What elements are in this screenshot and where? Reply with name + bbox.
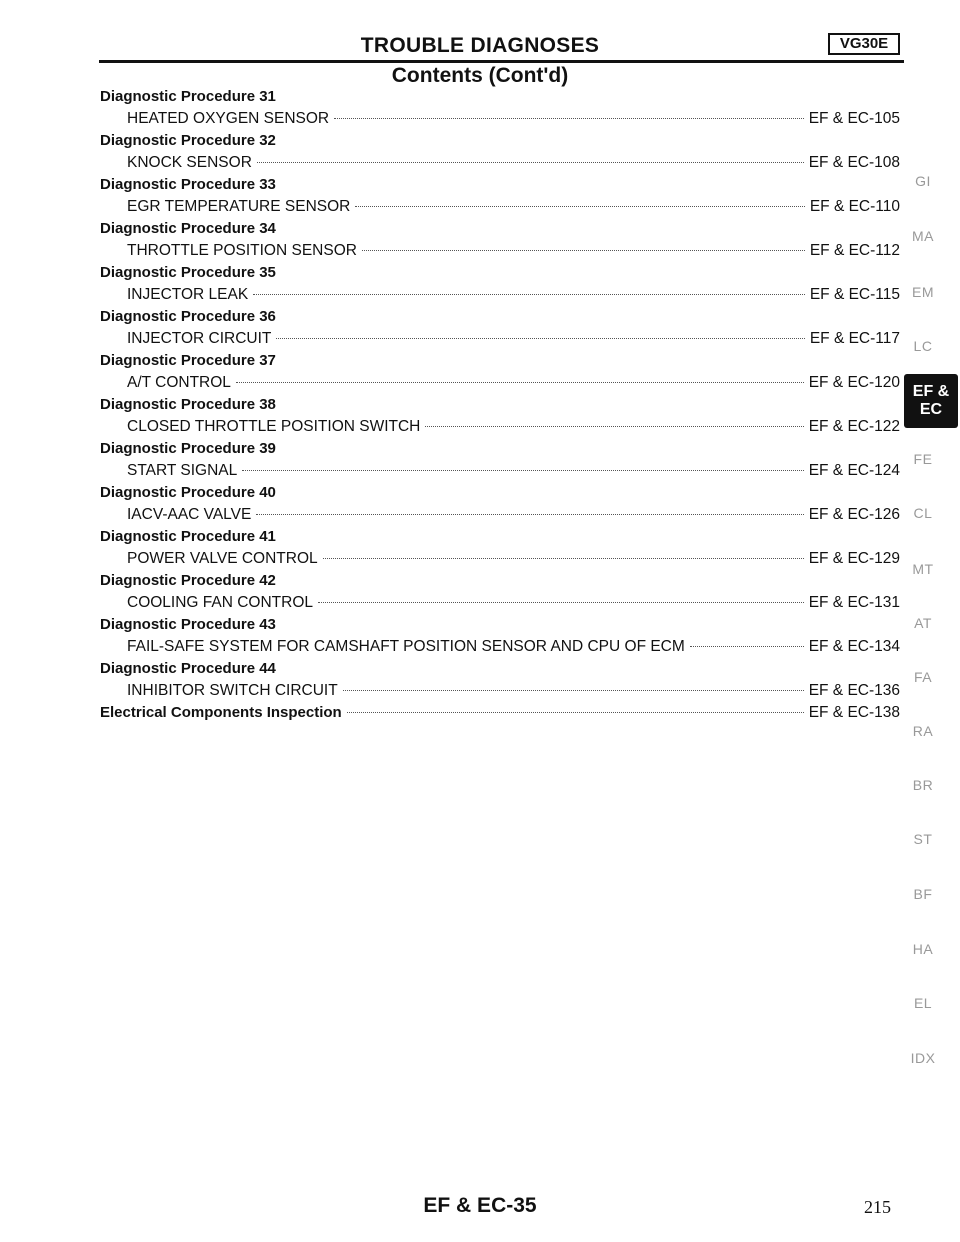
dot-leader bbox=[355, 206, 804, 207]
toc-row[interactable] bbox=[100, 372, 900, 394]
page-reference: EF & EC-110 bbox=[809, 198, 900, 215]
procedure-label: Diagnostic Procedure 43 bbox=[100, 616, 276, 633]
dot-leader bbox=[242, 470, 803, 471]
header-title: TROUBLE DIAGNOSES bbox=[360, 34, 600, 57]
procedure-label: Diagnostic Procedure 32 bbox=[100, 132, 276, 149]
tab-ha[interactable]: HA bbox=[912, 941, 934, 957]
tab-cl[interactable]: CL bbox=[913, 505, 933, 521]
dot-leader bbox=[318, 602, 804, 603]
page-reference: EF & EC-138 bbox=[808, 704, 900, 721]
tab-fe[interactable]: FE bbox=[913, 451, 933, 467]
section-page-footer: EF & EC-35 bbox=[423, 1194, 537, 1217]
entry-name: CLOSED THROTTLE POSITION SWITCH bbox=[127, 418, 421, 435]
entry-name: THROTTLE POSITION SENSOR bbox=[127, 242, 357, 259]
procedure-label: Diagnostic Procedure 42 bbox=[100, 572, 276, 589]
procedure-label: Diagnostic Procedure 39 bbox=[100, 440, 276, 457]
toc-row[interactable] bbox=[100, 504, 900, 526]
toc-row[interactable] bbox=[100, 636, 900, 658]
toc-row[interactable] bbox=[100, 196, 900, 218]
toc-entry bbox=[100, 438, 900, 482]
page-reference: EF & EC-134 bbox=[808, 638, 900, 655]
entry-name: HEATED OXYGEN SENSOR bbox=[127, 110, 330, 127]
toc-row[interactable] bbox=[100, 240, 900, 262]
toc-entry bbox=[100, 482, 900, 526]
dot-leader bbox=[362, 250, 805, 251]
page-number: 215 bbox=[864, 1197, 891, 1217]
page-reference: EF & EC-136 bbox=[808, 682, 900, 699]
entry-name: IACV-AAC VALVE bbox=[127, 506, 252, 523]
entry-name: FAIL-SAFE SYSTEM FOR CAMSHAFT POSITION SENSOR AND CPU OF ECM bbox=[127, 638, 685, 655]
tab-em[interactable]: EM bbox=[912, 284, 934, 300]
page-reference: EF & EC-122 bbox=[808, 418, 900, 435]
tab-ef-ec-line1: EF & bbox=[912, 383, 950, 400]
tab-lc[interactable]: LC bbox=[913, 338, 933, 354]
dot-leader bbox=[690, 646, 804, 647]
toc-entry bbox=[100, 306, 900, 350]
dot-leader bbox=[323, 558, 804, 559]
dot-leader bbox=[236, 382, 804, 383]
entry-name: KNOCK SENSOR bbox=[127, 154, 252, 171]
toc-entry bbox=[100, 658, 900, 702]
toc-row[interactable] bbox=[100, 152, 900, 174]
dot-leader bbox=[253, 294, 805, 295]
entry-name: COOLING FAN CONTROL bbox=[127, 594, 314, 611]
dot-leader bbox=[343, 690, 804, 691]
tab-idx[interactable]: IDX bbox=[910, 1050, 936, 1066]
entry-name: INJECTOR LEAK bbox=[127, 286, 249, 303]
toc-entry bbox=[100, 526, 900, 570]
dot-leader bbox=[425, 426, 803, 427]
toc-row[interactable] bbox=[100, 284, 900, 306]
toc-row[interactable] bbox=[100, 460, 900, 482]
toc-row[interactable] bbox=[100, 592, 900, 614]
tab-st[interactable]: ST bbox=[913, 831, 933, 847]
page-reference: EF & EC-124 bbox=[808, 462, 900, 479]
page-reference: EF & EC-115 bbox=[809, 286, 900, 303]
entry-name: INJECTOR CIRCUIT bbox=[127, 330, 272, 347]
tab-ma[interactable]: MA bbox=[912, 228, 934, 244]
dot-leader bbox=[276, 338, 804, 339]
toc-row[interactable] bbox=[100, 108, 900, 130]
table-of-contents bbox=[100, 86, 900, 724]
entry-name: INHIBITOR SWITCH CIRCUIT bbox=[127, 682, 338, 699]
tab-ef-ec-line2: EC bbox=[919, 401, 943, 418]
entry-name: EGR TEMPERATURE SENSOR bbox=[127, 198, 351, 215]
tab-ef-ec-active[interactable] bbox=[904, 374, 958, 428]
toc-row[interactable] bbox=[100, 328, 900, 350]
tab-br[interactable]: BR bbox=[912, 777, 934, 793]
toc-entry bbox=[100, 130, 900, 174]
page-reference: EF & EC-112 bbox=[809, 242, 900, 259]
procedure-label: Diagnostic Procedure 38 bbox=[100, 396, 276, 413]
dot-leader bbox=[334, 118, 804, 119]
tab-at[interactable]: AT bbox=[914, 615, 932, 631]
procedure-label: Diagnostic Procedure 34 bbox=[100, 220, 276, 237]
model-badge: VG30E bbox=[828, 33, 900, 55]
page-reference: EF & EC-105 bbox=[808, 110, 900, 127]
page-reference: EF & EC-131 bbox=[808, 594, 900, 611]
procedure-label: Diagnostic Procedure 41 bbox=[100, 528, 276, 545]
page-subtitle: Contents (Cont'd) bbox=[391, 64, 569, 87]
tab-mt[interactable]: MT bbox=[912, 561, 934, 577]
toc-entry bbox=[100, 262, 900, 306]
dot-leader bbox=[257, 162, 804, 163]
page-reference: EF & EC-129 bbox=[808, 550, 900, 567]
header-rule bbox=[99, 60, 904, 63]
entry-name: Electrical Components Inspection bbox=[100, 704, 342, 721]
toc-row[interactable] bbox=[100, 548, 900, 570]
tab-ra[interactable]: RA bbox=[912, 723, 934, 739]
procedure-label: Diagnostic Procedure 37 bbox=[100, 352, 276, 369]
dot-leader bbox=[256, 514, 803, 515]
toc-entry bbox=[100, 174, 900, 218]
toc-row-electrical-inspection[interactable] bbox=[100, 702, 900, 724]
page-reference: EF & EC-120 bbox=[808, 374, 900, 391]
procedure-label: Diagnostic Procedure 36 bbox=[100, 308, 276, 325]
toc-entry bbox=[100, 570, 900, 614]
tab-bf[interactable]: BF bbox=[913, 886, 933, 902]
toc-entry bbox=[100, 614, 900, 658]
page-reference: EF & EC-117 bbox=[809, 330, 900, 347]
entry-name: A/T CONTROL bbox=[127, 374, 231, 391]
tab-el[interactable]: EL bbox=[913, 995, 933, 1011]
procedure-label: Diagnostic Procedure 44 bbox=[100, 660, 276, 677]
tab-fa[interactable]: FA bbox=[913, 669, 933, 685]
tab-gi[interactable]: GI bbox=[915, 173, 931, 189]
entry-name: START SIGNAL bbox=[127, 462, 238, 479]
page-reference: EF & EC-126 bbox=[808, 506, 900, 523]
toc-row[interactable] bbox=[100, 680, 900, 702]
toc-row[interactable] bbox=[100, 416, 900, 438]
section-index-tabs bbox=[898, 0, 950, 1242]
toc-entry bbox=[100, 350, 900, 394]
page-reference: EF & EC-108 bbox=[808, 154, 900, 171]
entry-name: POWER VALVE CONTROL bbox=[127, 550, 318, 567]
dot-leader bbox=[347, 712, 804, 713]
procedure-label: Diagnostic Procedure 33 bbox=[100, 176, 276, 193]
procedure-label: Diagnostic Procedure 31 bbox=[100, 88, 276, 105]
toc-entry bbox=[100, 218, 900, 262]
toc-entry bbox=[100, 86, 900, 130]
procedure-label: Diagnostic Procedure 40 bbox=[100, 484, 276, 501]
procedure-label: Diagnostic Procedure 35 bbox=[100, 264, 276, 281]
toc-entry bbox=[100, 394, 900, 438]
